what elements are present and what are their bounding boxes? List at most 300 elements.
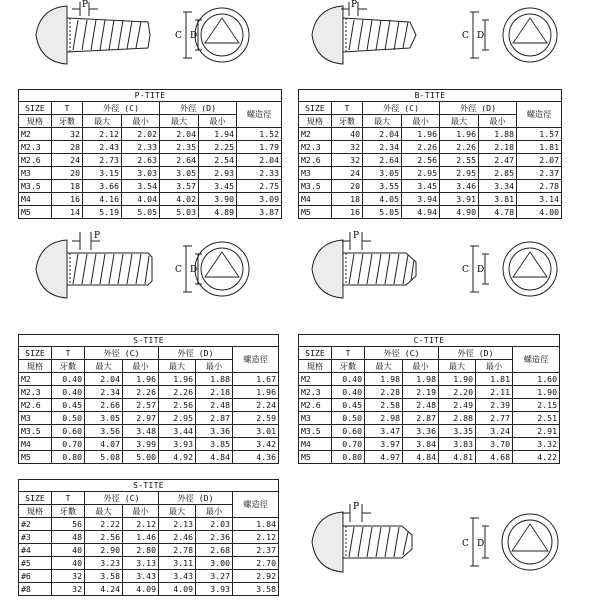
header-c-max: 最大 [85,360,123,373]
value-cell: 3.45 [402,180,440,193]
value-cell: 0.40 [332,373,365,386]
size-cell: M3 [299,412,332,425]
value-cell: 20 [332,180,363,193]
value-cell: 28 [52,141,83,154]
header-d-max: 最大 [439,360,476,373]
value-cell: 2.39 [476,399,513,412]
size-cell: M3 [299,167,332,180]
header-outer-c: 外徑 (C) [85,347,159,360]
value-cell: 3.34 [479,180,517,193]
value-cell: 2.48 [196,399,233,412]
spec-table-s-tite-metric [18,334,279,464]
value-cell: 5.03 [160,206,199,219]
value-cell: 2.04 [363,128,402,141]
size-cell: #5 [19,557,52,570]
size-cell: M2.3 [19,141,52,154]
size-cell: M2.6 [19,154,52,167]
value-cell: 3.55 [363,180,402,193]
value-cell: 1.98 [365,373,403,386]
value-cell: 2.18 [196,386,233,399]
value-cell: 1.67 [233,373,279,386]
header-size: SIZE [19,347,52,360]
value-cell: 2.03 [196,518,233,531]
header-c-min: 最小 [123,360,159,373]
table-row [299,451,560,464]
header-t: T [52,102,83,115]
value-cell: 3.84 [403,438,439,451]
header-d-min: 最小 [479,115,517,128]
value-cell: 2.68 [196,544,233,557]
value-cell: 0.80 [332,451,365,464]
value-cell: 2.04 [237,154,282,167]
header-thread-dia: 螺造徑 [517,102,562,128]
value-cell: 0.50 [332,412,365,425]
value-cell: 0.40 [332,386,365,399]
value-cell: 4.05 [363,193,402,206]
size-cell: M3.5 [19,180,52,193]
header-outer-d: 外徑 (D) [159,492,233,505]
value-cell: 1.84 [233,518,279,531]
size-cell: M2.3 [19,386,52,399]
value-cell: 1.98 [403,373,439,386]
value-cell: 3.13 [123,557,159,570]
value-cell: 32 [52,128,83,141]
value-cell: 1.79 [237,141,282,154]
header-c-max: 最大 [83,115,122,128]
table-row [299,386,560,399]
value-cell: 2.24 [233,399,279,412]
label-d: D [477,265,485,275]
value-cell: 4.89 [199,206,237,219]
value-cell: 2.43 [83,141,122,154]
value-cell: 2.56 [85,531,123,544]
value-cell: 2.34 [85,386,123,399]
value-cell: 3.03 [122,167,160,180]
value-cell: 4.84 [196,451,233,464]
label-p: P [353,231,360,241]
header-t-zh: 牙數 [332,115,363,128]
value-cell: 24 [332,167,363,180]
value-cell: 2.33 [122,141,160,154]
value-cell: 3.23 [85,557,123,570]
label-d: D [190,265,198,275]
table-row [19,193,282,206]
value-cell: 2.26 [402,141,440,154]
value-cell: 18 [52,180,83,193]
header-c-min: 最小 [122,115,160,128]
table-row [299,206,562,219]
value-cell: 2.97 [123,412,159,425]
table-title: S-TITE [19,335,279,347]
table-row [19,180,282,193]
header-d-min: 最小 [199,115,237,128]
value-cell: 2.59 [233,412,279,425]
header-size-zh: 規格 [19,505,52,518]
value-cell: 32 [52,570,85,583]
value-cell: 3.11 [159,557,196,570]
header-outer-d: 外徑 (D) [439,347,513,360]
value-cell: 20 [52,167,83,180]
value-cell: 0.60 [332,425,365,438]
header-c-max: 最大 [85,505,123,518]
value-cell: 3.48 [123,425,159,438]
value-cell: 2.85 [479,167,517,180]
label-c: C [462,31,469,41]
value-cell: 2.15 [513,399,560,412]
value-cell: 2.37 [517,167,562,180]
value-cell: 3.58 [233,583,279,596]
size-cell: M3.5 [299,180,332,193]
value-cell: 2.07 [517,154,562,167]
size-cell: M4 [19,193,52,206]
header-outer-c: 外徑 (C) [83,102,160,115]
value-cell: 1.88 [479,128,517,141]
header-size: SIZE [19,102,52,115]
value-cell: 3.43 [159,570,196,583]
spec-table-s-tite-inch [18,479,279,596]
value-cell: 2.25 [199,141,237,154]
value-cell: 3.09 [237,193,282,206]
header-d-min: 最小 [196,505,233,518]
table-row [19,386,279,399]
header-c-min: 最小 [402,115,440,128]
value-cell: 2.58 [365,399,403,412]
value-cell: 40 [52,544,85,557]
table-row [299,128,562,141]
value-cell: 1.96 [440,128,479,141]
value-cell: 1.96 [159,373,196,386]
value-cell: 2.26 [159,386,196,399]
size-cell: #8 [19,583,52,596]
value-cell: 2.20 [439,386,476,399]
value-cell: 2.90 [85,544,123,557]
value-cell: 3.42 [233,438,279,451]
value-cell: 3.57 [160,180,199,193]
value-cell: 24 [52,154,83,167]
value-cell: 1.96 [233,386,279,399]
header-size: SIZE [299,347,332,360]
value-cell: 4.92 [159,451,196,464]
value-cell: 2.87 [196,412,233,425]
value-cell: 5.19 [83,206,122,219]
label-p: P [351,0,358,10]
value-cell: 16 [332,206,363,219]
value-cell: 4.97 [365,451,403,464]
header-d-max: 最大 [160,115,199,128]
header-c-min: 最小 [123,505,159,518]
value-cell: 1.46 [123,531,159,544]
value-cell: 2.34 [363,141,402,154]
value-cell: 2.54 [199,154,237,167]
value-cell: 2.87 [403,412,439,425]
value-cell: 2.22 [85,518,123,531]
table-row [299,167,562,180]
value-cell: 2.37 [233,544,279,557]
table-row [19,451,279,464]
value-cell: 2.51 [513,412,560,425]
value-cell: 2.18 [479,141,517,154]
value-cell: 1.60 [513,373,560,386]
size-cell: #2 [19,518,52,531]
value-cell: 2.28 [365,386,403,399]
header-thread-dia: 螺造徑 [513,347,560,373]
table-row [299,193,562,206]
value-cell: 3.46 [440,180,479,193]
value-cell: 0.45 [52,399,85,412]
header-size-zh: 規格 [19,360,52,373]
value-cell: 56 [52,518,85,531]
value-cell: 14 [52,206,83,219]
value-cell: 4.68 [476,451,513,464]
header-d-min: 最小 [476,360,513,373]
table-row [19,518,279,531]
value-cell: 4.36 [233,451,279,464]
value-cell: 2.56 [402,154,440,167]
size-cell: #4 [19,544,52,557]
value-cell: 2.93 [199,167,237,180]
value-cell: 2.80 [123,544,159,557]
spec-table-c-tite [298,334,560,464]
value-cell: 3.47 [365,425,403,438]
value-cell: 5.08 [85,451,123,464]
value-cell: 2.26 [123,386,159,399]
value-cell: 2.64 [363,154,402,167]
header-c-min: 最小 [403,360,439,373]
value-cell: 32 [332,141,363,154]
header-thread-dia: 螺造徑 [233,347,279,373]
header-t: T [52,347,85,360]
table-row [299,438,560,451]
size-cell: M3.5 [19,425,52,438]
value-cell: 3.36 [196,425,233,438]
table-row [19,141,282,154]
value-cell: 1.90 [513,386,560,399]
value-cell: 32 [52,583,85,596]
table-title: S-TITE [19,480,279,492]
value-cell: 2.73 [83,154,122,167]
table-row [19,570,279,583]
header-thread-dia: 螺造徑 [237,102,282,128]
value-cell: 3.05 [85,412,123,425]
value-cell: 2.98 [365,412,403,425]
size-cell: M5 [19,206,52,219]
value-cell: 2.56 [159,399,196,412]
label-d: D [190,31,198,41]
label-p: P [94,231,101,241]
size-cell: M5 [19,451,52,464]
value-cell: 2.36 [196,531,233,544]
header-size-zh: 規格 [19,115,52,128]
value-cell: 3.00 [196,557,233,570]
table-row [299,399,560,412]
value-cell: 3.58 [85,570,123,583]
value-cell: 3.32 [513,438,560,451]
table-title: B-TITE [299,90,562,102]
size-cell: M5 [299,206,332,219]
header-outer-c: 外徑 (C) [363,102,440,115]
value-cell: 1.52 [237,128,282,141]
value-cell: 3.97 [365,438,403,451]
value-cell: 4.84 [403,451,439,464]
value-cell: 4.90 [440,206,479,219]
table-row [299,373,560,386]
value-cell: 2.95 [402,167,440,180]
value-cell: 2.35 [160,141,199,154]
value-cell: 0.40 [52,373,85,386]
size-cell: M2.3 [299,141,332,154]
value-cell: 2.47 [479,154,517,167]
value-cell: 3.44 [159,425,196,438]
table-row [19,154,282,167]
header-d-max: 最大 [159,360,196,373]
value-cell: 2.66 [85,399,123,412]
value-cell: 0.80 [52,451,85,464]
value-cell: 3.99 [123,438,159,451]
value-cell: 2.55 [440,154,479,167]
value-cell: 4.07 [85,438,123,451]
value-cell: 3.24 [476,425,513,438]
value-cell: 3.43 [123,570,159,583]
table-row [19,206,282,219]
value-cell: 3.70 [476,438,513,451]
value-cell: 1.94 [199,128,237,141]
table-row [19,412,279,425]
value-cell: 3.93 [196,583,233,596]
header-size-zh: 規格 [299,360,332,373]
label-p: P [82,0,89,10]
value-cell: 2.46 [159,531,196,544]
table-row [299,154,562,167]
value-cell: 4.00 [517,206,562,219]
value-cell: 2.12 [83,128,122,141]
value-cell: 0.70 [332,438,365,451]
header-size-zh: 規格 [299,115,332,128]
value-cell: 4.09 [159,583,196,596]
screw-drawing-p-tite [18,0,258,80]
value-cell: 1.81 [476,373,513,386]
value-cell: 3.05 [363,167,402,180]
value-cell: 4.94 [402,206,440,219]
value-cell: 5.05 [363,206,402,219]
size-cell: M4 [299,193,332,206]
value-cell: 2.75 [237,180,282,193]
size-cell: M2 [299,128,332,141]
value-cell: 1.57 [517,128,562,141]
header-outer-c: 外徑 (C) [365,347,439,360]
size-cell: M3.5 [299,425,332,438]
table-title: C-TITE [299,335,560,347]
label-d: D [477,31,485,41]
label-d: D [477,539,485,549]
header-t-zh: 牙數 [332,360,365,373]
table-row [19,557,279,570]
header-t: T [52,492,85,505]
value-cell: 2.02 [122,128,160,141]
header-c-max: 最大 [365,360,403,373]
value-cell: 2.88 [439,412,476,425]
value-cell: 2.57 [123,399,159,412]
size-cell: #6 [19,570,52,583]
value-cell: 2.78 [517,180,562,193]
table-title: P-TITE [19,90,282,102]
value-cell: 2.12 [233,531,279,544]
value-cell: 16 [52,193,83,206]
value-cell: 2.04 [85,373,123,386]
value-cell: 2.11 [476,386,513,399]
header-d-max: 最大 [159,505,196,518]
value-cell: 2.04 [160,128,199,141]
size-cell: #3 [19,531,52,544]
table-row [299,180,562,193]
header-t-zh: 牙數 [52,505,85,518]
value-cell: 4.81 [439,451,476,464]
value-cell: 2.26 [440,141,479,154]
value-cell: 1.90 [439,373,476,386]
header-t: T [332,102,363,115]
size-cell: M4 [299,438,332,451]
size-cell: M2 [19,373,52,386]
value-cell: 2.95 [159,412,196,425]
value-cell: 2.63 [122,154,160,167]
header-outer-d: 外徑 (D) [160,102,237,115]
header-d-max: 最大 [440,115,479,128]
spec-table-b-tite [298,89,562,219]
value-cell: 3.36 [403,425,439,438]
label-c: C [175,31,182,41]
value-cell: 5.00 [123,451,159,464]
value-cell: 4.78 [479,206,517,219]
value-cell: 4.09 [123,583,159,596]
table-row [19,438,279,451]
table-row [299,425,560,438]
value-cell: 3.85 [196,438,233,451]
value-cell: 2.13 [159,518,196,531]
size-cell: M3 [19,412,52,425]
value-cell: 3.35 [439,425,476,438]
value-cell: 3.93 [159,438,196,451]
value-cell: 2.78 [159,544,196,557]
value-cell: 48 [52,531,85,544]
label-c: C [462,539,469,549]
value-cell: 3.87 [237,206,282,219]
label-c: C [175,265,182,275]
value-cell: 3.01 [233,425,279,438]
header-t-zh: 牙數 [52,115,83,128]
table-row [19,167,282,180]
value-cell: 3.81 [479,193,517,206]
value-cell: 3.83 [439,438,476,451]
header-size: SIZE [19,492,52,505]
table-row [19,425,279,438]
spec-table-p-tite [18,89,282,219]
value-cell: 3.90 [199,193,237,206]
header-size: SIZE [299,102,332,115]
value-cell: 2.95 [440,167,479,180]
value-cell: 1.96 [123,373,159,386]
value-cell: 0.70 [52,438,85,451]
value-cell: 0.60 [52,425,85,438]
header-outer-d: 外徑 (D) [159,347,233,360]
screw-drawing-bottom [298,492,578,592]
value-cell: 32 [332,154,363,167]
size-cell: M2 [19,128,52,141]
value-cell: 3.15 [83,167,122,180]
value-cell: 4.22 [513,451,560,464]
size-cell: M2.6 [299,154,332,167]
value-cell: 4.24 [85,583,123,596]
value-cell: 2.12 [123,518,159,531]
value-cell: 2.77 [476,412,513,425]
